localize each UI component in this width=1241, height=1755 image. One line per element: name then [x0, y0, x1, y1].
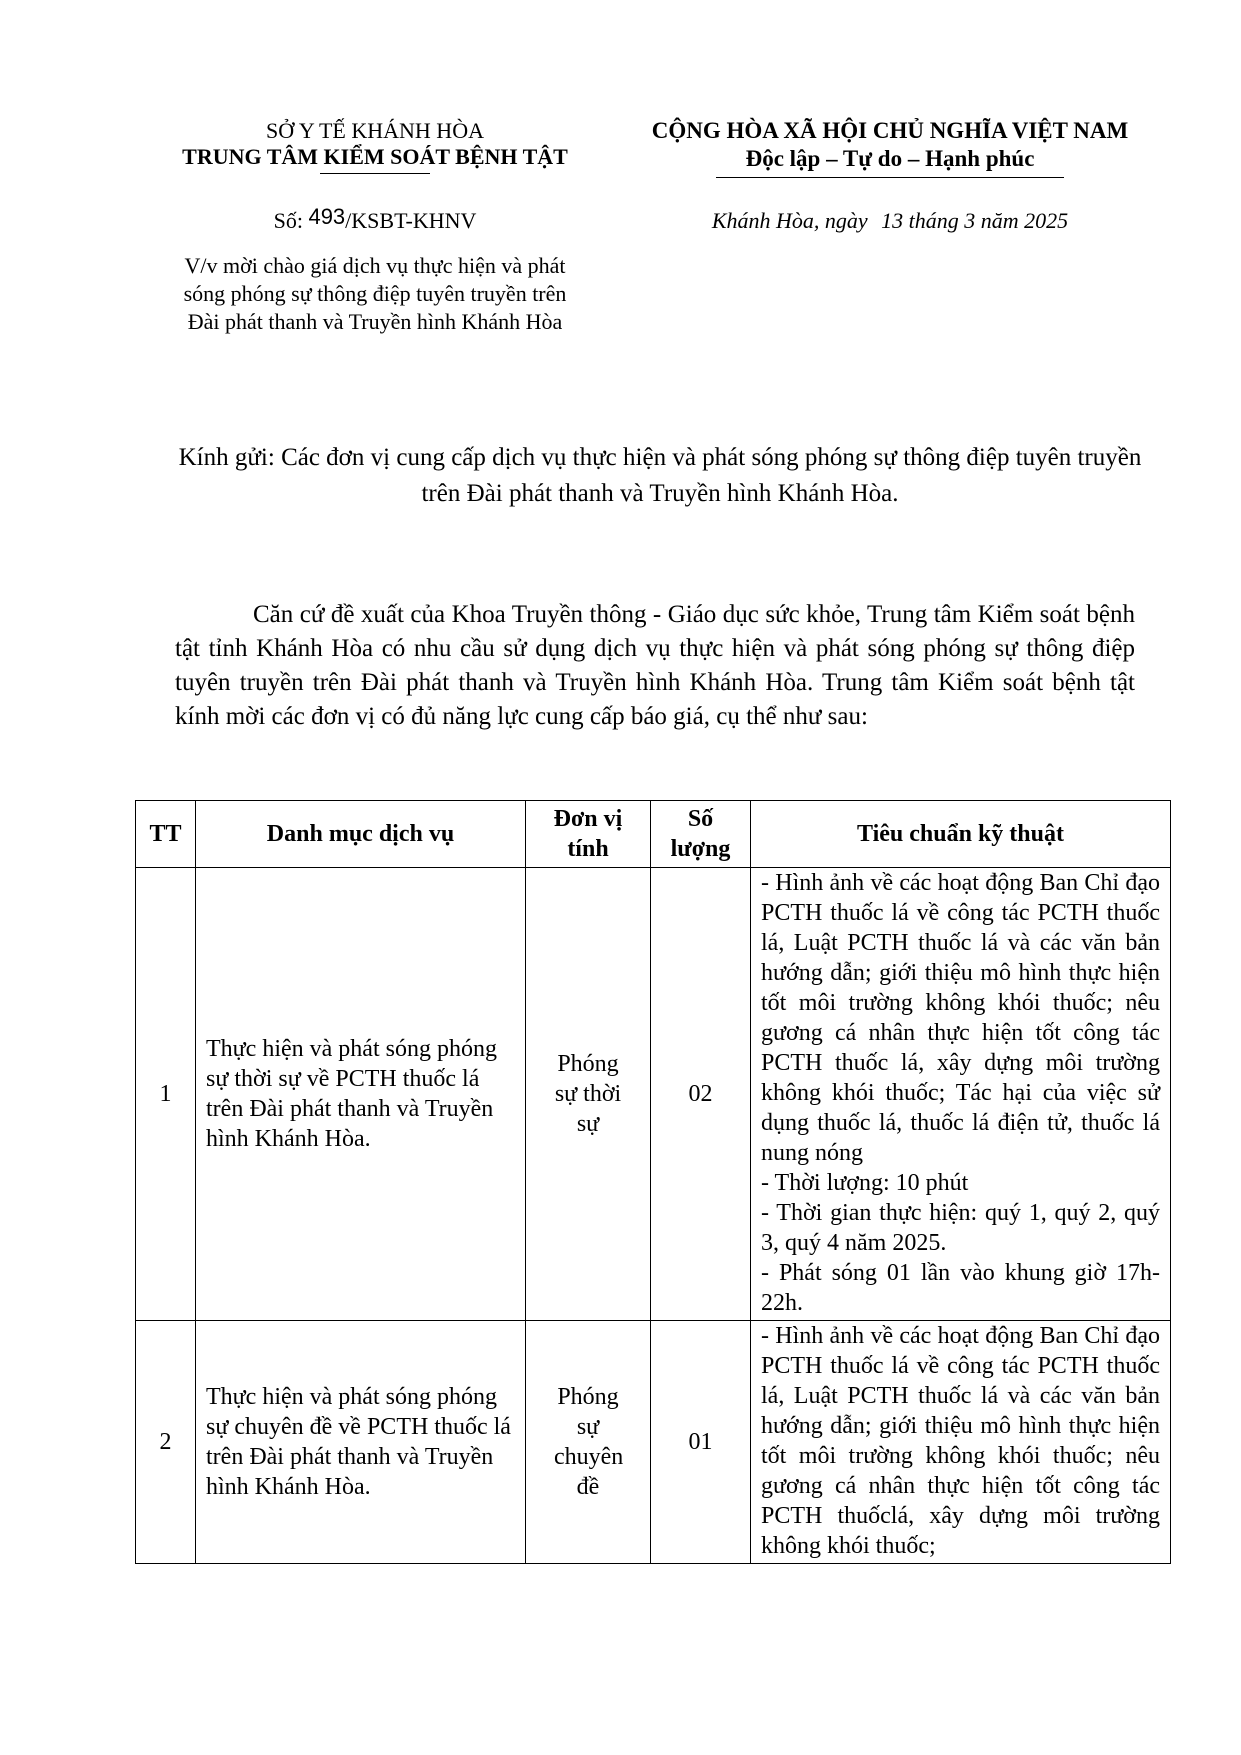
row-tt: 2 [136, 1321, 196, 1564]
header-tt: TT [136, 801, 196, 868]
body-paragraph: Căn cứ đề xuất của Khoa Truyền thông - Giáo dục sức khỏe, Trung tâm Kiểm soát bệnh tật tỉnh Khánh Hòa có nhu cầu sử dụng dịch vụ thực hiện và phát sóng phóng sự thông điệp tuyên truyền trên Đài phát thanh và Truyền hình Khánh Hòa. Trung tâm Kiểm soát bệnh tật kính mời các đơn vị có đủ năng lực cung cấp báo giá, cụ thể như sau: [175, 601, 1135, 730]
date-value: 13 tháng 3 năm 2025 [881, 208, 1069, 233]
service-table [135, 800, 1171, 1564]
row-standard [751, 868, 1171, 1321]
org-underline [320, 173, 430, 174]
standard-line: - Hình ảnh về các hoạt động Ban Chỉ đạo PCTH thuốc lá về công tác PCTH thuốc lá, Luật PCTH thuốc lá và các văn bản hướng dẫn; giới thiệu mô hình thực hiện tốt môi trường không khói thuốc; nêu gương cá nhân thực hiện tốt công tác PCTH thuốc lá, xây dựng môi trường không khói thuốc; Tác hại của việc sử dụng thuốc lá, thuốc lá điện tử, thuốc lá nung nóng [761, 870, 1160, 1166]
row-tt: 1 [136, 868, 196, 1321]
header-standard: Tiêu chuẩn kỹ thuật [751, 801, 1171, 868]
document-number [150, 204, 600, 234]
header-service: Danh mục dịch vụ [196, 801, 526, 868]
row-service: Thực hiện và phát sóng phóng sự chuyên đề về PCTH thuốc lá trên Đài phát thanh và Truyền hình Khánh Hòa. [196, 1321, 526, 1564]
header-qty: Số lượng [651, 801, 751, 868]
row-qty: 01 [651, 1321, 751, 1564]
row-unit: Phóng sự chuyên đề [526, 1321, 651, 1564]
standard-line: - Hình ảnh về các hoạt động Ban Chỉ đạo PCTH thuốc lá về công tác PCTH thuốc lá, Luật PCTH thuốc lá và các văn bản hướng dẫn; giới thiệu mô hình thực hiện tốt môi trường không khói thuốc; nêu gương cá nhân thực hiện tốt công tác PCTH thuốclá, xây dựng môi trường không khói thuốc; [761, 1323, 1160, 1559]
header-left [150, 118, 600, 170]
document-date [620, 208, 1160, 234]
row-qty: 02 [651, 868, 751, 1321]
org-parent: SỞ Y TẾ KHÁNH HÒA [266, 118, 484, 143]
header-right [620, 118, 1160, 174]
table-row [136, 1321, 1171, 1564]
row-service: Thực hiện và phát sóng phóng sự thời sự về PCTH thuốc lá trên Đài phát thanh và Truyền hình Khánh Hòa. [196, 868, 526, 1321]
doc-number-prefix: Số: [273, 208, 303, 233]
row-standard [751, 1321, 1171, 1564]
standard-line: - Phát sóng 01 lần vào khung giờ 17h-22h. [761, 1260, 1160, 1316]
country-name: CỘNG HÒA XÃ HỘI CHỦ NGHĨA VIỆT NAM [651, 118, 1129, 143]
document-subject: V/v mời chào giá dịch vụ thực hiện và phát sóng phóng sự thông điệp tuyên truyền trên Đài phát thanh và Truyền hình Khánh Hòa [183, 253, 567, 334]
date-prefix: Khánh Hòa, ngày [711, 208, 868, 233]
org-name: TRUNG TÂM KIỂM SOÁT BỆNH TẬT [182, 144, 568, 169]
doc-number-value: 493 [308, 204, 346, 229]
table-header-row [136, 801, 1171, 868]
table-row [136, 868, 1171, 1321]
header-unit: Đơn vị tính [526, 801, 651, 868]
doc-number-suffix: /KSBT-KHNV [345, 208, 477, 233]
motto-underline [716, 177, 1064, 178]
standard-line: - Thời lượng: 10 phút [761, 1170, 969, 1196]
row-unit: Phóng sự thời sự [526, 868, 651, 1321]
national-motto: Độc lập – Tự do – Hạnh phúc [745, 146, 1035, 171]
standard-line: - Thời gian thực hiện: quý 1, quý 2, quý 3, quý 4 năm 2025. [761, 1200, 1160, 1256]
recipient-line: Kính gửi: Các đơn vị cung cấp dịch vụ thực hiện và phát sóng phóng sự thông điệp tuyên truyền trên Đài phát thanh và Truyền hình Khánh Hòa. [178, 444, 1142, 507]
